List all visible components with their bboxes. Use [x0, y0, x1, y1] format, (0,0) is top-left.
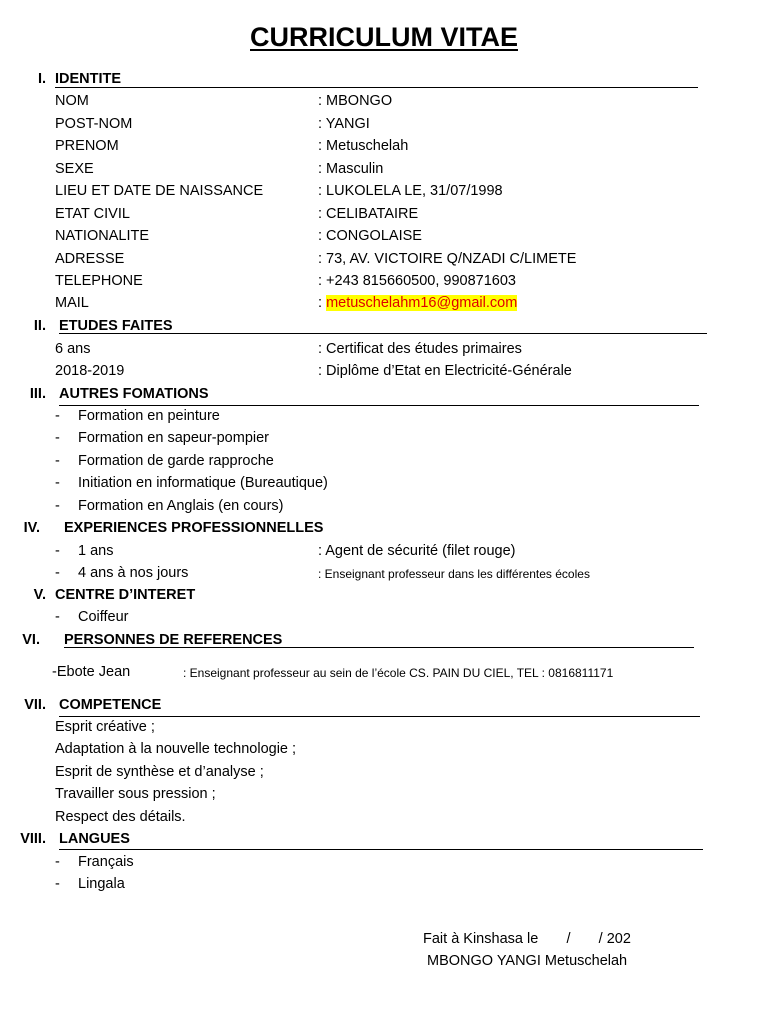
field-value-nom: : MBONGO — [318, 93, 393, 109]
field-label-etat-civil: ETAT CIVIL — [55, 206, 130, 222]
list-dash: - — [55, 475, 60, 491]
field-value-nationalite: : CONGOLAISE — [318, 228, 422, 244]
field-label-telephone: TELEPHONE — [55, 273, 143, 289]
field-label-naissance: LIEU ET DATE DE NAISSANCE — [55, 183, 264, 199]
field-label-sexe: SEXE — [55, 161, 94, 177]
signature-name: MBONGO YANGI Metuschelah — [427, 953, 628, 969]
list-dash: - — [55, 408, 60, 424]
section-number-references: VI. — [22, 632, 40, 648]
list-dash: - — [55, 565, 60, 581]
etude-diploma: : Diplôme d’Etat en Electricité-Générale — [318, 363, 572, 379]
formation-item: Formation en sapeur-pompier — [78, 430, 270, 446]
section-number-etudes: II. — [33, 318, 46, 334]
field-label-nationalite: NATIONALITE — [55, 228, 149, 244]
field-value-prenom: : Metuschelah — [318, 138, 409, 154]
field-value-adresse: : 73, AV. VICTOIRE Q/NZADI C/LIMETE — [318, 251, 577, 267]
place-and-date: Fait à Kinshasa le / / 202 — [423, 931, 631, 947]
formation-item: Initiation en informatique (Bureautique) — [78, 475, 328, 491]
field-label-adresse: ADRESSE — [55, 251, 125, 267]
field-value-etat-civil: : CELIBATAIRE — [318, 206, 419, 222]
reference-name: -Ebote Jean — [52, 664, 131, 680]
field-value-telephone: : +243 815660500, 990871603 — [318, 273, 516, 289]
section-number-identite: I. — [37, 71, 46, 87]
section-title-experiences: EXPERIENCES PROFESSIONNELLES — [64, 520, 324, 536]
competence-item: Adaptation à la nouvelle technologie ; — [55, 741, 297, 757]
experience-duration: 1 ans — [78, 543, 114, 559]
field-value-naissance: : LUKOLELA LE, 31/07/1998 — [318, 183, 503, 199]
list-dash: - — [55, 453, 60, 469]
section-rule-langues — [59, 849, 703, 850]
section-number-experiences: IV. — [23, 520, 40, 536]
experience-role: : Enseignant professeur dans les différentes écoles — [318, 567, 590, 581]
field-label-nom: NOM — [55, 93, 89, 109]
formation-item: Formation en peinture — [78, 408, 220, 424]
competence-item: Travailler sous pression ; — [55, 786, 216, 802]
section-title-references: PERSONNES DE REFERENCES — [64, 632, 283, 648]
etude-period: 2018-2019 — [55, 363, 125, 379]
language-item: Lingala — [78, 876, 125, 892]
mail-address-link[interactable]: metuschelahm16@gmail.com — [326, 295, 518, 311]
etude-diploma: : Certificat des études primaires — [318, 341, 522, 357]
language-item: Français — [78, 854, 134, 870]
section-number-centre: V. — [33, 587, 46, 603]
field-value-mail — [318, 294, 517, 312]
list-dash: - — [55, 543, 60, 559]
section-title-etudes: ETUDES FAITES — [59, 318, 173, 334]
field-value-sexe: : Masculin — [318, 161, 384, 177]
section-title-identite: IDENTITE — [55, 71, 122, 87]
experience-role: : Agent de sécurité (filet rouge) — [318, 543, 516, 559]
field-value-post-nom: : YANGI — [318, 116, 370, 132]
section-rule-etudes — [59, 333, 707, 334]
document-title: CURRICULUM VITAE — [250, 22, 518, 52]
field-label-prenom: PRENOM — [55, 138, 119, 154]
section-number-formations: III. — [29, 386, 46, 402]
list-dash: - — [55, 876, 60, 892]
competence-item: Respect des détails. — [55, 809, 186, 825]
mail-colon: : — [318, 295, 323, 311]
field-label-post-nom: POST-NOM — [55, 116, 133, 132]
experience-duration: 4 ans à nos jours — [78, 565, 189, 581]
section-title-formations: AUTRES FOMATIONS — [59, 386, 209, 402]
list-dash: - — [55, 854, 60, 870]
section-rule-identite — [55, 87, 698, 88]
section-rule-references — [64, 647, 694, 648]
competence-item: Esprit de synthèse et d’analyse ; — [55, 764, 264, 780]
section-rule-competence — [59, 716, 700, 717]
section-number-competence: VII. — [24, 697, 46, 713]
section-rule-formations — [59, 405, 699, 406]
etude-period: 6 ans — [55, 341, 91, 357]
competence-item: Esprit créative ; — [55, 719, 155, 735]
section-number-langues: VIII. — [20, 831, 46, 847]
formation-item: Formation en Anglais (en cours) — [78, 498, 284, 514]
field-label-mail: MAIL — [55, 295, 89, 311]
interest-item: Coiffeur — [78, 609, 129, 625]
reference-details: : Enseignant professeur au sein de l’école CS. PAIN DU CIEL, TEL : 0816811171 — [183, 666, 614, 680]
section-title-centre: CENTRE D’INTERET — [55, 587, 196, 603]
list-dash: - — [55, 498, 60, 514]
list-dash: - — [55, 609, 60, 625]
section-title-langues: LANGUES — [59, 831, 130, 847]
formation-item: Formation de garde rapproche — [78, 453, 274, 469]
section-title-competence: COMPETENCE — [59, 697, 162, 713]
list-dash: - — [55, 430, 60, 446]
